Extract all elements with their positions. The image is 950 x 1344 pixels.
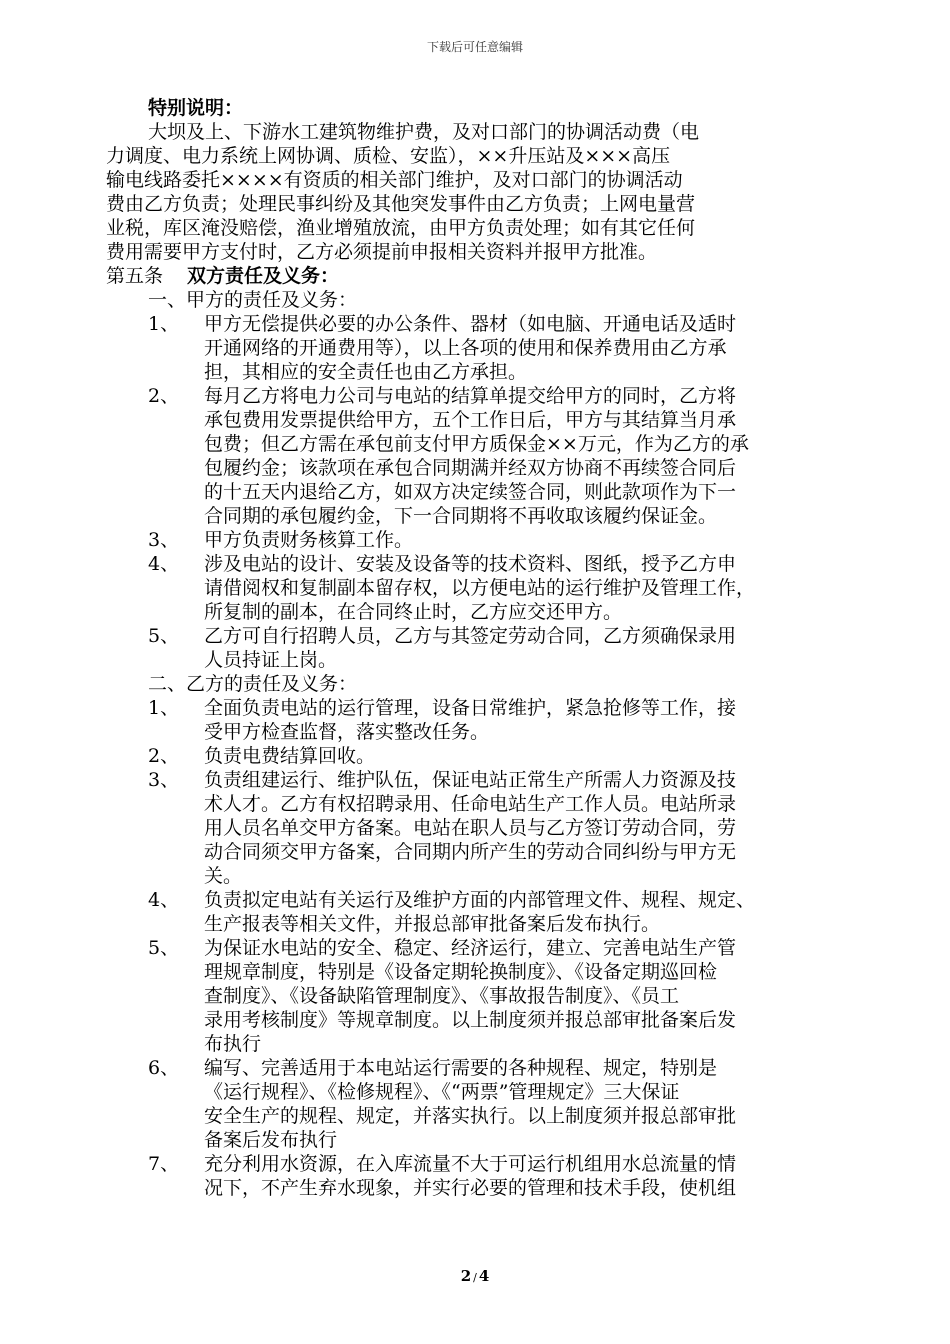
article-title: 双方责任及义务： xyxy=(187,265,340,287)
list-item-number: 7、 xyxy=(148,1153,180,1175)
list-item-continuation-line: 关。 xyxy=(204,865,243,887)
list-item-continuation-line: 包履约金；该款项在承包合同期满并经双方协商不再续签合同后 xyxy=(204,457,737,479)
list-item-text: 涉及电站的设计、安装及设备等的技术资料、图纸，授予乙方申 xyxy=(204,553,737,575)
list-item xyxy=(106,1056,856,1152)
list-item-continuation-line: 况下，不产生弃水现象，并实行必要的管理和技术手段，使机组 xyxy=(204,1177,737,1199)
list-item-continuation-line: 动合同须交甲方备案，合同期内所产生的劳动合同纠纷与甲方无 xyxy=(204,841,737,863)
list-item-text: 乙方可自行招聘人员，乙方与其签定劳动合同，乙方须确保录用 xyxy=(204,625,737,647)
list-item-number: 4、 xyxy=(148,553,180,575)
list-item-text: 负责组建运行、维护队伍，保证电站正常生产所需人力资源及技 xyxy=(204,769,737,791)
list-item-continuation-line: 所复制的副本，在合同终止时，乙方应交还甲方。 xyxy=(204,601,623,623)
list-item-continuation-line: 用人员名单交甲方备案。电站在职人员与乙方签订劳动合同，劳 xyxy=(204,817,737,839)
list-item-continuation-line: 理规章制度，特别是《设备定期轮换制度》、《设备定期巡回检 xyxy=(204,961,718,983)
list-item-continuation-line: 的十五天内退给乙方，如双方决定续签合同，则此款项作为下一 xyxy=(204,481,737,503)
list-item-number: 3、 xyxy=(148,769,180,791)
special-note-paragraph xyxy=(106,120,856,264)
list-item-text: 甲方负责财务核算工作。 xyxy=(204,529,414,551)
list-item xyxy=(106,936,856,1056)
list-item-text: 每月乙方将电力公司与电站的结算单提交给甲方的同时，乙方将 xyxy=(204,385,737,407)
list-item xyxy=(106,744,856,768)
list-item xyxy=(106,312,856,384)
list-item-text: 甲方无偿提供必要的办公条件、器材（如电脑、开通电话及适时 xyxy=(204,313,737,335)
list-item-text: 负责电费结算回收。 xyxy=(204,745,376,767)
list-item-number: 5、 xyxy=(148,625,180,647)
current-page: 2 xyxy=(460,1267,472,1285)
list-item-text: 充分利用水资源，在入库流量不大于可运行机组用水总流量的情 xyxy=(204,1153,737,1175)
page-separator: / xyxy=(473,1271,477,1284)
page-header: 下载后可任意编辑 xyxy=(426,40,523,54)
list-item-number: 2、 xyxy=(148,745,180,767)
special-note-line: 费用需要甲方支付时，乙方必须提前申报相关资料并报甲方批准。 xyxy=(106,241,658,263)
list-item-continuation-line: 安全生产的规程、规定，并落实执行。以上制度须并报总部审批 xyxy=(204,1105,737,1127)
list-item-continuation-line: 录用考核制度》等规章制度。以上制度须并报总部审批备案后发 xyxy=(204,1009,737,1031)
list-item xyxy=(106,888,856,936)
article-heading xyxy=(106,264,856,288)
list-item-text: 为保证水电站的安全、稳定、经济运行，建立、完善电站生产管 xyxy=(204,937,737,959)
list-item-continuation-line: 《运行规程》、《检修规程》、《“两票”管理规定》三大保证 xyxy=(204,1081,680,1103)
list-item-continuation-line: 备案后发布执行 xyxy=(204,1129,338,1151)
list-item-first-line xyxy=(106,384,856,408)
list-item-number: 1、 xyxy=(148,697,180,719)
list-item-first-line xyxy=(106,696,856,720)
list-item-text: 编写、完善适用于本电站运行需要的各种规程、规定，特别是 xyxy=(204,1057,718,1079)
list-item-continuation-line: 包费；但乙方需在承包前支付甲方质保金××万元，作为乙方的承 xyxy=(204,433,749,455)
list-item-number: 3、 xyxy=(148,529,180,551)
list-item-continuation-line: 人员持证上岗。 xyxy=(204,649,338,671)
special-note-line: 业税，库区淹没赔偿，渔业增殖放流，由甲方负责处理；如有其它任何 xyxy=(106,217,696,239)
list-item-number: 4、 xyxy=(148,889,180,911)
list-item-first-line xyxy=(106,552,856,576)
list-item-number: 5、 xyxy=(148,937,180,959)
list-item-continuation-line: 承包费用发票提供给甲方，五个工作日后，甲方与其结算当月承 xyxy=(204,409,737,431)
list-item xyxy=(106,528,856,552)
list-item-text: 全面负责电站的运行管理，设备日常维护，紧急抢修等工作，接 xyxy=(204,697,737,719)
list-item-first-line xyxy=(106,744,856,768)
list-item xyxy=(106,552,856,624)
special-note-line: 费由乙方负责；处理民事纠纷及其他突发事件由乙方负责；上网电量营 xyxy=(106,193,696,215)
party-a-list xyxy=(106,312,856,672)
list-item-first-line xyxy=(106,768,856,792)
party-b-list xyxy=(106,696,856,1200)
article-label: 第五条 xyxy=(106,265,164,287)
special-note-line: 力调度、电力系统上网协调、质检、安监），××升压站及×××高压 xyxy=(106,145,671,167)
list-item-text: 负责拟定电站有关运行及维护方面的内部管理文件、规程、规定、 xyxy=(204,889,756,911)
special-note-line: 大坝及上、下游水工建筑物维护费，及对口部门的协调活动费（电 xyxy=(148,121,700,143)
special-note-title: 特别说明： xyxy=(148,97,244,119)
list-item-first-line xyxy=(106,1152,856,1176)
document-body xyxy=(106,96,856,1200)
list-item xyxy=(106,384,856,528)
list-item-first-line xyxy=(106,624,856,648)
list-item-continuation-line: 术人才。乙方有权招聘录用、任命电站生产工作人员。电站所录 xyxy=(204,793,737,815)
list-item-first-line xyxy=(106,888,856,912)
list-item-continuation-line: 受甲方检查监督，落实整改任务。 xyxy=(204,721,490,743)
list-item-continuation-line: 开通网络的开通费用等），以上各项的使用和保养费用由乙方承 xyxy=(204,337,727,359)
party-b-heading: 二、乙方的责任及义务： xyxy=(148,673,358,695)
list-item xyxy=(106,624,856,672)
list-item-number: 1、 xyxy=(148,313,180,335)
page-number xyxy=(0,1267,950,1285)
list-item-first-line xyxy=(106,312,856,336)
list-item-first-line xyxy=(106,936,856,960)
list-item-first-line xyxy=(106,1056,856,1080)
list-item-continuation-line: 查制度》、《设备缺陷管理制度》、《事故报告制度》、《员工 xyxy=(204,985,680,1007)
list-item-continuation-line: 布执行 xyxy=(204,1033,262,1055)
total-pages: 4 xyxy=(478,1267,490,1285)
list-item xyxy=(106,768,856,888)
list-item-continuation-line: 合同期的承包履约金，下一合同期将不再收取该履约保证金。 xyxy=(204,505,718,527)
special-note-line: 输电线路委托××××有资质的相关部门维护，及对口部门的协调活动 xyxy=(106,169,683,191)
list-item-continuation-line: 生产报表等相关文件，并报总部审批备案后发布执行。 xyxy=(204,913,661,935)
list-item-continuation-line: 担，其相应的安全责任也由乙方承担。 xyxy=(204,361,528,383)
list-item-number: 2、 xyxy=(148,385,180,407)
list-item-continuation-line: 请借阅权和复制副本留存权，以方便电站的运行维护及管理工作， xyxy=(204,577,756,599)
list-item-first-line xyxy=(106,528,856,552)
party-a-heading: 一、甲方的责任及义务： xyxy=(148,289,358,311)
list-item xyxy=(106,1152,856,1200)
list-item xyxy=(106,696,856,744)
list-item-number: 6、 xyxy=(148,1057,180,1079)
